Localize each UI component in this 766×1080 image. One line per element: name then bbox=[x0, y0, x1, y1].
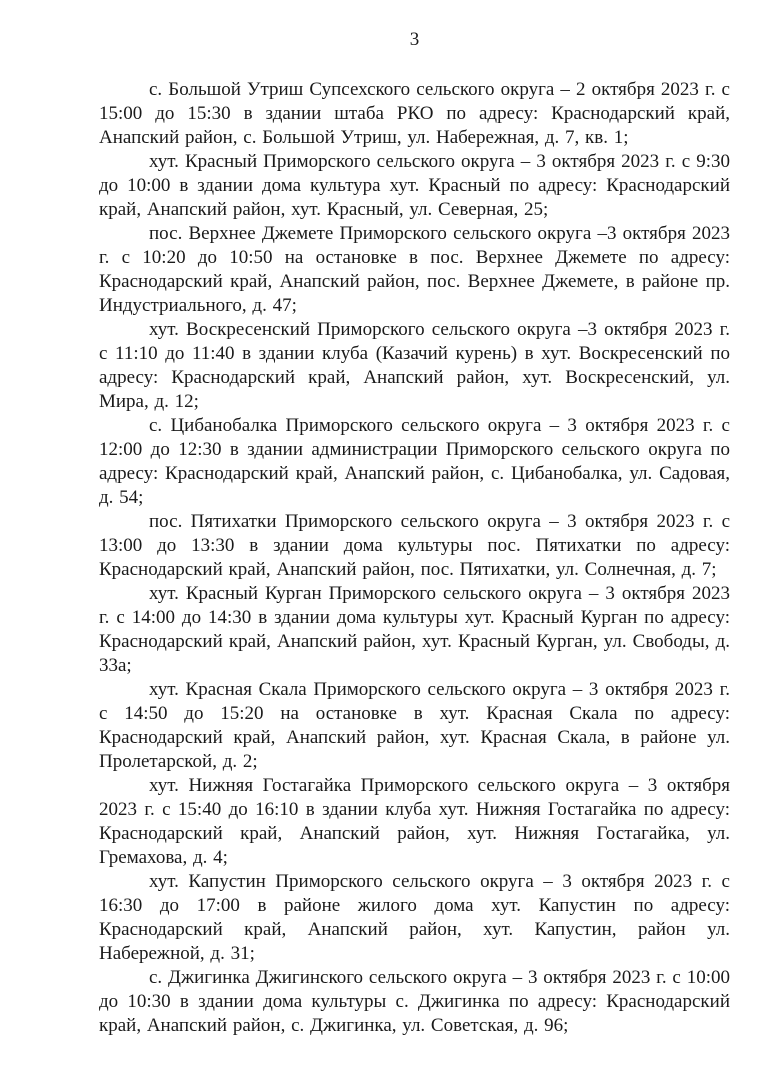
paragraph: хут. Красная Скала Приморского сельского округа – 3 октября 2023 г. с 14:50 до 15:20 на остановке в хут. Красная Скала по адресу: Краснодарский край, Анапский район, хут. Красная Скала, в районе ул. Пролетарской, д. 2; bbox=[99, 679, 730, 772]
paragraph: с. Цибанобалка Приморского сельского округа – 3 октября 2023 г. с 12:00 до 12:30 в здании администрации Приморского сельского округа по адресу: Краснодарский край, Анапский район, с. Цибанобалка, ул. Садовая, д. 54; bbox=[99, 415, 730, 508]
paragraph: хут. Нижняя Гостагайка Приморского сельского округа – 3 октября 2023 г. с 15:40 до 16:10 в здании клуба хут. Нижняя Гостагайка по адресу: Краснодарский край, Анапский район, хут. Нижняя Гостагайка, ул. Гремахова, д. 4; bbox=[99, 775, 730, 868]
paragraph: с. Большой Утриш Супсехского сельского округа – 2 октября 2023 г. с 15:00 до 15:30 в здании штаба РКО по адресу: Краснодарский край, Анапский район, с. Большой Утриш, ул. Набережная, д. 7, кв. 1; bbox=[99, 79, 730, 148]
page-number: 3 bbox=[409, 29, 420, 50]
paragraph: хут. Воскресенский Приморского сельского округа –3 октября 2023 г. с 11:10 до 11:40 в здании клуба (Казачий курень) в хут. Воскресенский по адресу: Краснодарский край, Анапский район, хут. Воскресенский, ул. Мира, д. 12; bbox=[99, 319, 730, 412]
paragraph: пос. Пятихатки Приморского сельского округа – 3 октября 2023 г. с 13:00 до 13:30 в здании дома культуры пос. Пятихатки по адресу: Краснодарский край, Анапский район, пос. Пятихатки, ул. Солнечная, д. 7; bbox=[99, 511, 730, 580]
document-body bbox=[99, 78, 730, 1038]
page-content bbox=[99, 28, 730, 1038]
paragraph: хут. Капустин Приморского сельского округа – 3 октября 2023 г. с 16:30 до 17:00 в районе жилого дома хут. Капустин по адресу: Краснодарский край, Анапский район, хут. Капустин, район ул. Набережной, д. 31; bbox=[99, 871, 730, 964]
paragraph: хут. Красный Курган Приморского сельского округа – 3 октября 2023 г. с 14:00 до 14:30 в здании дома культуры хут. Красный Курган по адресу: Краснодарский край, Анапский район, хут. Красный Курган, ул. Свободы, д. 33а; bbox=[99, 583, 730, 676]
paragraph: хут. Красный Приморского сельского округа – 3 октября 2023 г. с 9:30 до 10:00 в здании дома культура хут. Красный по адресу: Краснодарский край, Анапский район, хут. Красный, ул. Северная, 25; bbox=[99, 151, 730, 220]
paragraph: пос. Верхнее Джемете Приморского сельского округа –3 октября 2023 г. с 10:20 до 10:50 на остановке в пос. Верхнее Джемете по адресу: Краснодарский край, Анапский район, пос. Верхнее Джемете, в районе пр. Индустриального, д. 47; bbox=[99, 223, 730, 316]
paragraph: с. Джигинка Джигинского сельского округа – 3 октября 2023 г. с 10:00 до 10:30 в здании дома культуры с. Джигинка по адресу: Краснодарский край, Анапский район, с. Джигинка, ул. Советская, д. 96; bbox=[99, 967, 730, 1036]
